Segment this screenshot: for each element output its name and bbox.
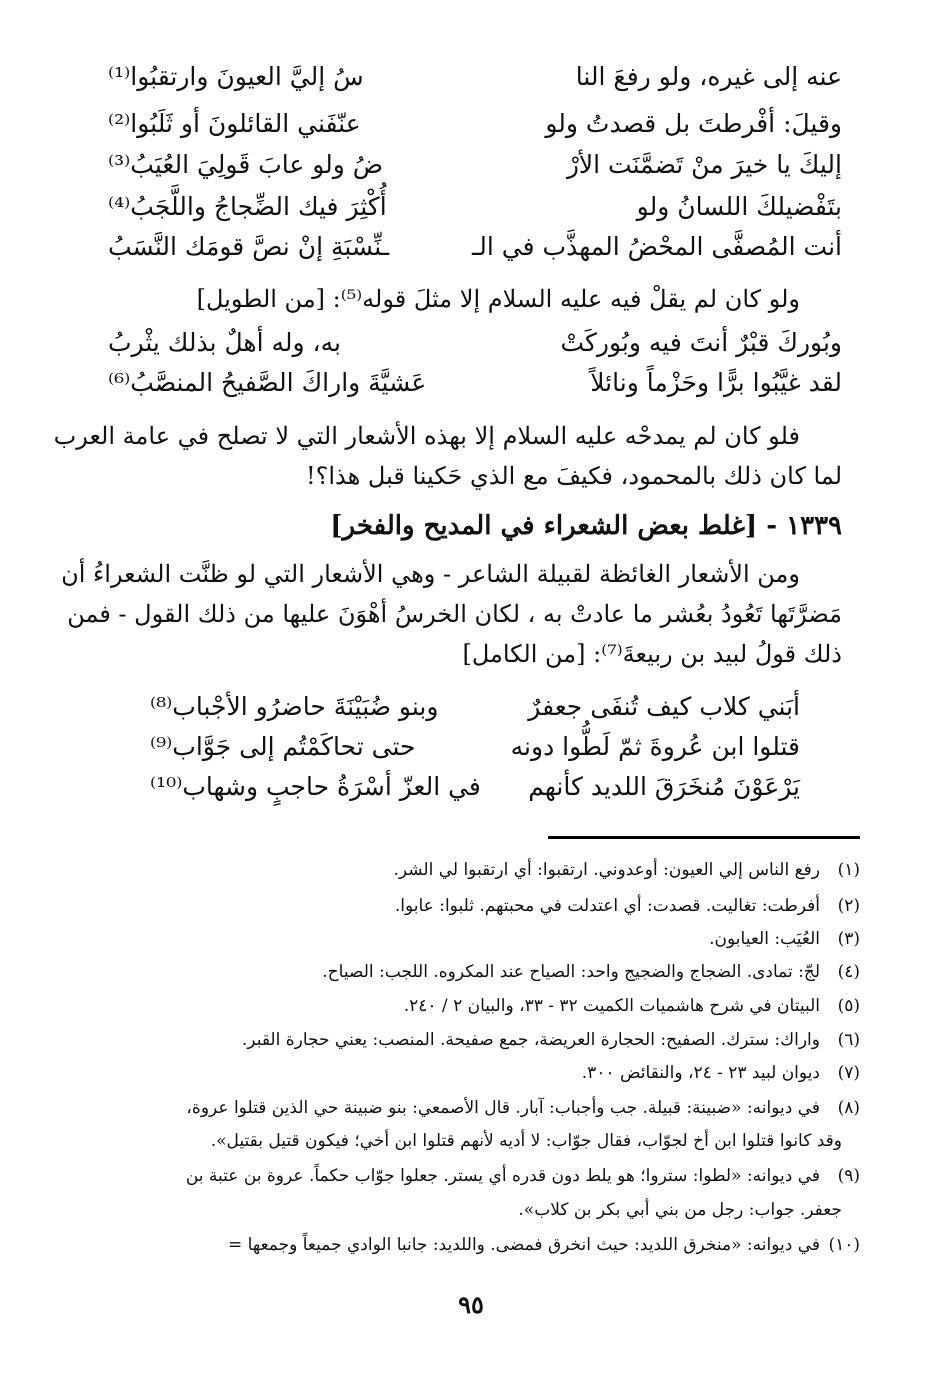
verse-right: أبَني كلاب كيف تُنفَى جعفرٌ <box>528 692 800 721</box>
verse-left: عَشيَّةَ واراكَ الصَّفيحُ المنصَّبُ⁽⁶⁾ <box>108 368 427 397</box>
section-heading: ١٣٣٩ - [غلط بعض الشعراء في المديح والفخر] <box>330 511 842 541</box>
verse-left: سُ إليَّ العيونَ وارتقبُوا⁽¹⁾ <box>108 62 364 91</box>
verse-left: ـنِّسْبَةِ إنْ نصَّ قومَك النَّسَبُ <box>108 232 390 261</box>
footnote-number: (٦) <box>837 1030 860 1050</box>
footnote <box>100 998 860 1015</box>
footnote-number: (٥) <box>837 996 860 1016</box>
verse-left: أُكْثِرَ فيك الضِّجاجُ واللَّجَبُ⁽⁴⁾ <box>108 192 387 221</box>
footnote-number: (٨) <box>837 1098 860 1118</box>
footnote-text: البيتان في شرح هاشميات الكميت ٣٢ - ٣٣، والبيان ٢ / ٢٤٠. <box>403 996 820 1016</box>
footnote-text: لجّ: تمادى. الضجاج والضجيج واحد: الصياح عند المكروه. اللجب: الصياح. <box>322 962 820 982</box>
footnote-continuation: جعفر. جواب: رجل من بني أبي بكر بن كلاب». <box>518 1200 842 1220</box>
footnote-text: العُيَب: العيابون. <box>709 929 820 949</box>
footnote <box>100 964 860 981</box>
verse-left: ضُ ولو عابَ قَولِيَ العُيَبُ⁽³⁾ <box>108 150 384 179</box>
verse-right: لقد غيَّبُوا برًّا وحَزْماً ونائلاً <box>590 368 842 397</box>
verse-right: إليكَ يا خيرَ منْ تَضمَّنَت الأرْ <box>566 150 842 179</box>
footnote-text: ديوان لبيد ٢٣ - ٢٤، والنقائض ٣٠٠. <box>581 1063 820 1083</box>
footnote-text: أفرطت: تغاليت. قصدت: أي اعتدلت في محبتهم. ثلبوا: عابوا. <box>394 896 820 916</box>
paragraph-line: ومن الأشعار الغائظة لقبيلة الشاعر - وهي الأشعار التي لو ظنَّت الشعراءُ أن <box>61 560 800 588</box>
footnote-divider <box>548 836 860 839</box>
paragraph-line: فلو كان لم يمدحْه عليه السلام إلا بهذه الأشعار التي لا تصلح في عامة العرب <box>53 422 800 450</box>
footnote-number: (١٠) <box>828 1235 860 1255</box>
footnote <box>100 862 860 879</box>
footnote-number: (٤) <box>837 962 860 982</box>
verse-left: في العزّ أسْرَةُ حاجبٍ وشهاب⁽¹⁰⁾ <box>150 772 481 801</box>
verse-left: به، وله أهلٌ بذلك يثْربُ <box>108 328 341 357</box>
footnote-text: واراك: سترك. الصفيح: الحجارة العريضة، جمع صفيحة. المنصب: يعني حجارة القبر. <box>241 1030 820 1050</box>
verse-right: بتَفْضيلكَ اللسانُ ولو <box>636 192 842 221</box>
verse-right: قتلوا ابن عُروةَ ثمّ لَطُّوا دونه <box>510 732 800 761</box>
paragraph-line: لما كان ذلك بالمحمود، فكيفَ مع الذي حَكينا قبل هذا؟! <box>305 462 842 490</box>
verse-left: عنّفَني القائلونَ أو ثَلَبُوا⁽²⁾ <box>108 109 361 138</box>
page-number: ٩٥ <box>458 1290 484 1319</box>
footnote-number: (٩) <box>837 1166 860 1186</box>
verse-right: وقيلَ: أفْرطتَ بل قصدتُ ولو <box>545 109 842 138</box>
verse-right: أنت المُصفَّى المحْضُ المهذَّب في الـ <box>471 232 842 261</box>
verse-right: عنه إلى غيره، ولو رفعَ النا <box>575 62 842 91</box>
footnote <box>100 1168 860 1185</box>
footnote-text: رفع الناس إلي العيون: أوعدوني. ارتقبوا: أي ارتقبوا لي الشر. <box>393 860 820 880</box>
footnote <box>100 898 860 915</box>
footnote-continuation: وقد كانوا قتلوا ابن أخ لجوّاب، فقال جوّاب: لا أديه لأنهم قتلوا ابن أخي؛ فيكون قتيل بقتيل». <box>210 1131 842 1151</box>
footnote-text: في ديوانه: «منخرق اللديد: حيث انخرق فمضى. واللديد: جانبا الوادي جميعاً وجمعها = <box>227 1235 820 1255</box>
footnote-number: (١) <box>837 860 860 880</box>
verse-left: وبنو ضُبَيْنَةَ حاضرُو الأجْباب⁽⁸⁾ <box>150 692 439 721</box>
verse-right: يَرْعَوْنَ مُنخَرَقَ اللديد كأنهم <box>528 772 800 801</box>
footnote-text: في ديوانه: «لطوا: ستروا؛ هو يلط دون قدره أي يستر. جعلوا جوّاب حكماً. عروة بن عتبة بن <box>185 1166 820 1186</box>
footnote-number: (٢) <box>837 896 860 916</box>
footnote <box>100 1100 860 1117</box>
verse-left: حتى تحاكَمْتُم إلى جَوَّاب⁽⁹⁾ <box>150 732 416 761</box>
paragraph-line: مَضرَّتَها تَعُودُ بعُشر ما عادتْ به ، لكان الخرسُ أهْوَنَ عليها من ذلك القول - فمن <box>67 600 842 628</box>
footnote <box>100 1032 860 1049</box>
verse-right: وبُوركَ قبْرٌ أنتَ فيه وبُوركَتْ <box>560 328 842 357</box>
footnote-number: (٧) <box>837 1063 860 1083</box>
footnote <box>100 1237 860 1254</box>
intro-line: ولو كان لم يقلْ فيه عليه السلام إلا مثلَ قوله⁽⁵⁾: [من الطويل] <box>196 285 800 313</box>
footnote-number: (٣) <box>837 929 860 949</box>
footnote <box>100 931 860 948</box>
footnote-text: في ديوانه: «ضبينة: قبيلة. جب وأجباب: آبار. قال الأصمعي: بنو ضبينة حي الذين قتلوا عروة، <box>186 1098 820 1118</box>
footnote <box>100 1065 860 1082</box>
paragraph-line: ذلك قولُ لبيد بن ربيعةَ⁽⁷⁾: [من الكامل] <box>462 640 842 668</box>
